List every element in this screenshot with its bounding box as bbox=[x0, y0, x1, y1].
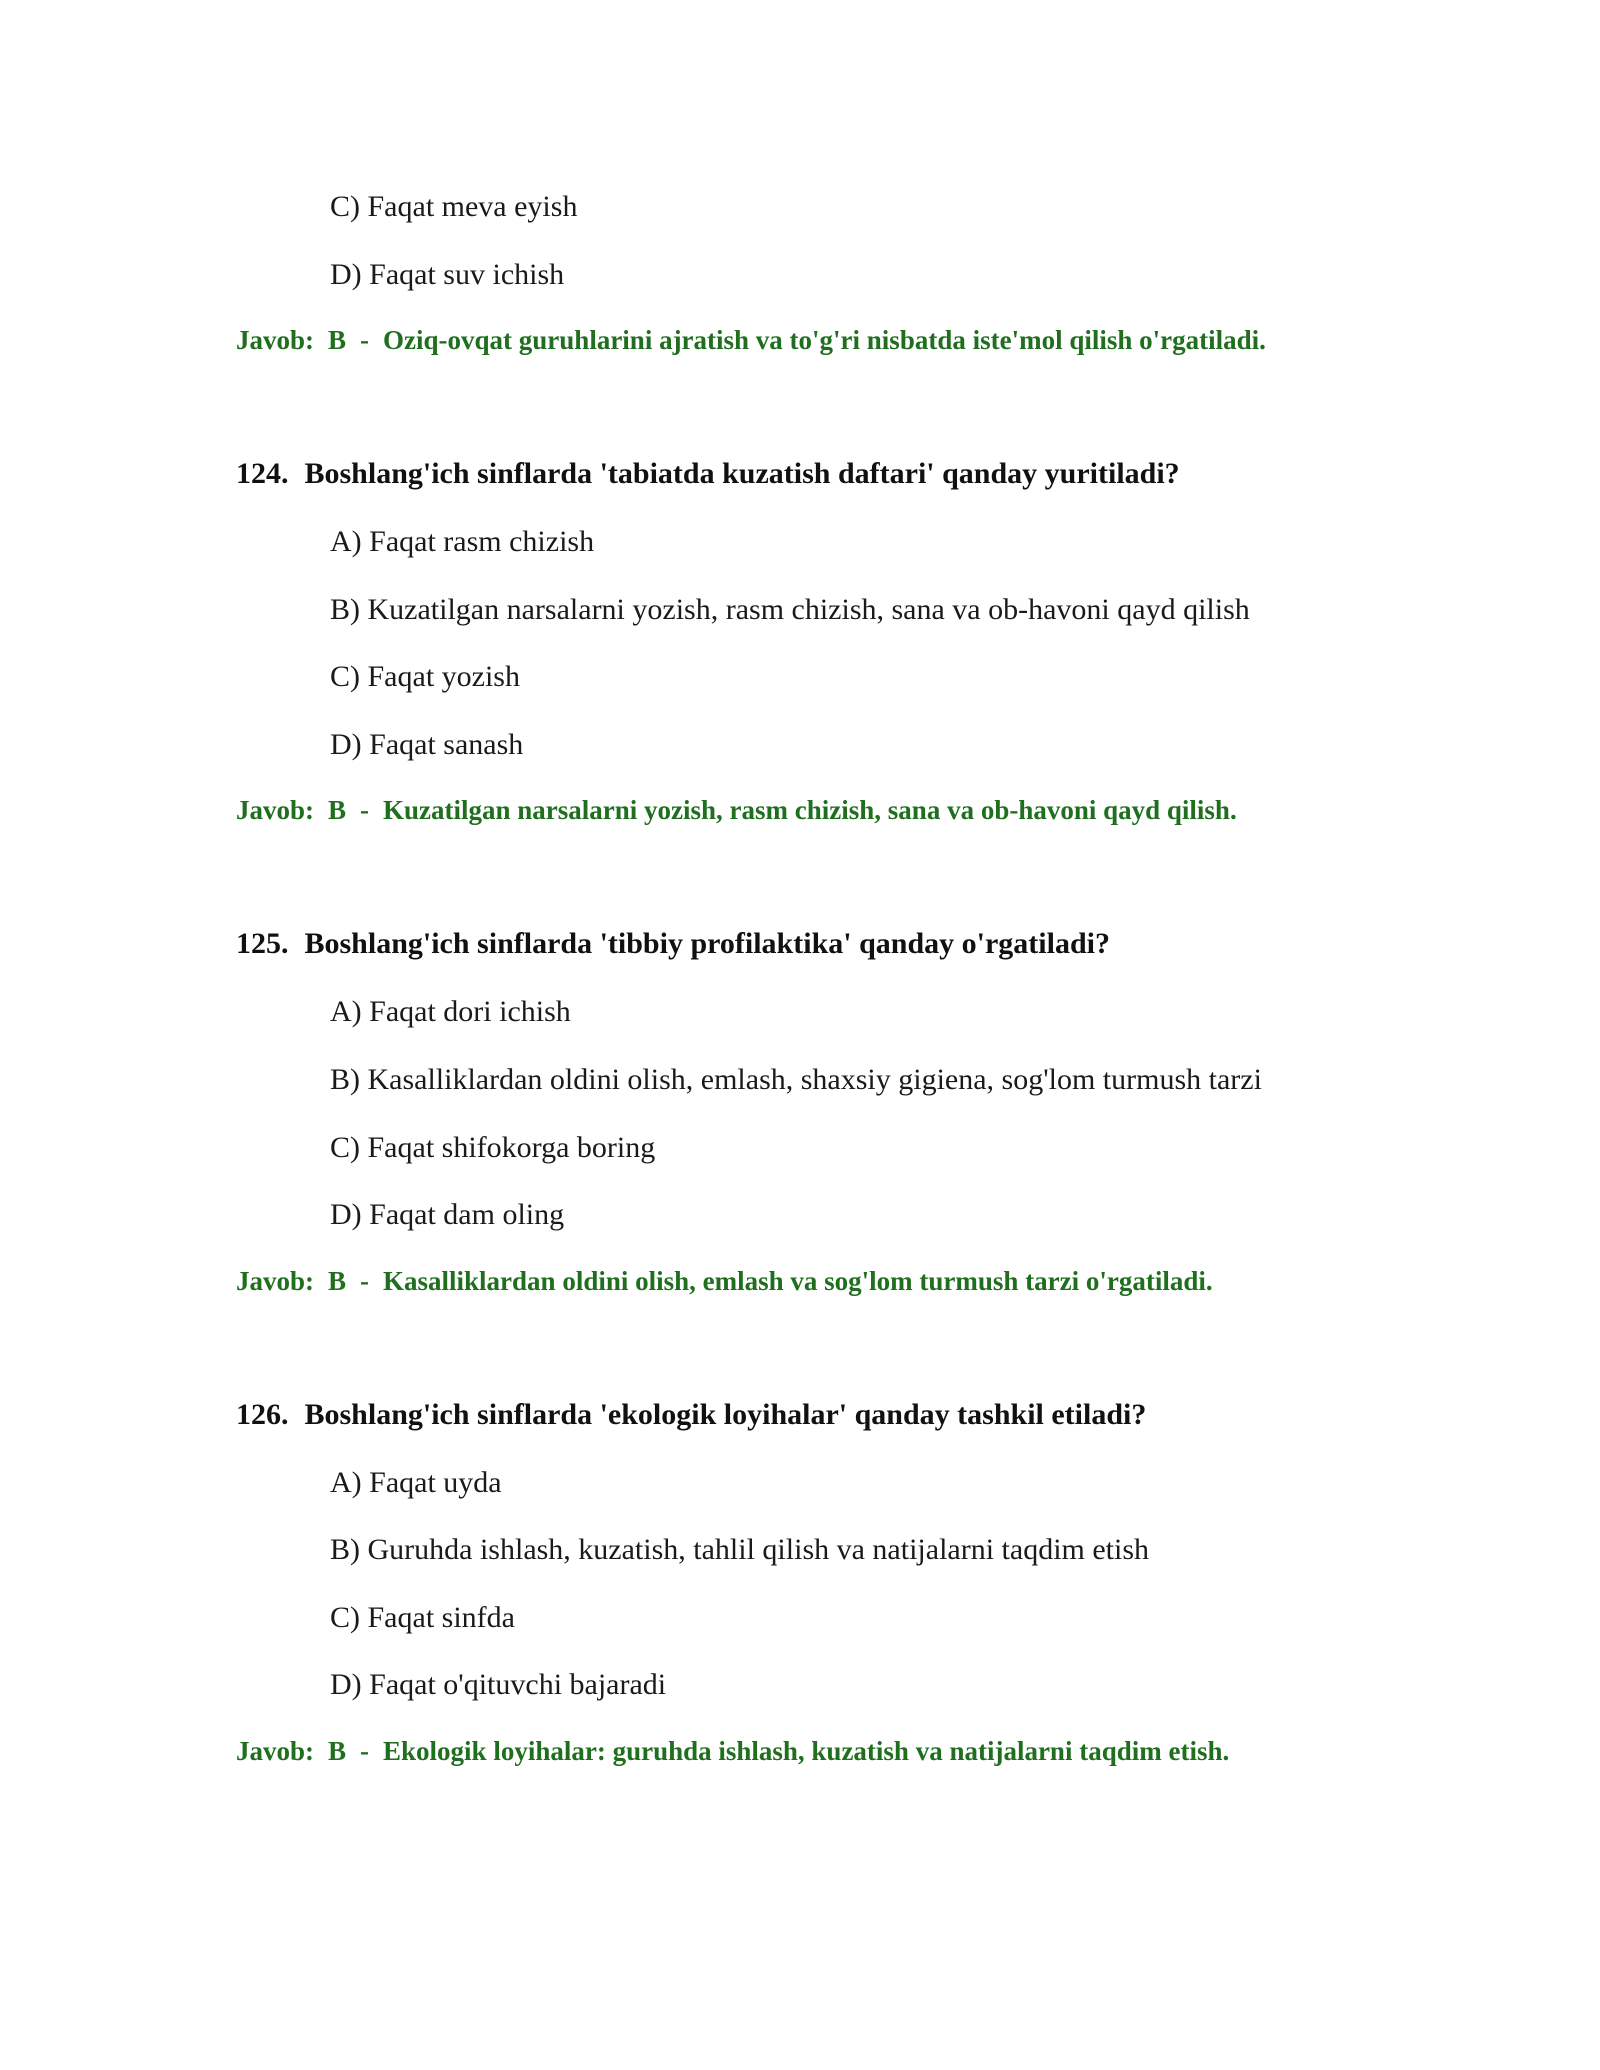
option-a: A) Faqat dori ichish bbox=[330, 995, 571, 1028]
answer-separator: - bbox=[360, 325, 370, 355]
option-c: C) Faqat meva eyish bbox=[330, 190, 578, 223]
option-c: C) Faqat shifokorga boring bbox=[330, 1131, 656, 1164]
option-d: D) Faqat o'qituvchi bajaradi bbox=[330, 1668, 667, 1701]
option-d: D) Faqat suv ichish bbox=[330, 258, 565, 291]
answer-letter: B bbox=[328, 325, 347, 355]
answer-letter: B bbox=[328, 1266, 347, 1296]
answer-explanation: Kasalliklardan oldini olish, emlash va sog'lom turmush tarzi o'rgatiladi. bbox=[383, 1266, 1213, 1296]
option-a: A) Faqat uyda bbox=[330, 1466, 502, 1499]
answer-separator: - bbox=[360, 1736, 370, 1766]
question-126 bbox=[236, 1400, 1146, 1430]
answer-label: Javob: bbox=[236, 1266, 315, 1296]
option-d: D) Faqat sanash bbox=[330, 728, 524, 761]
answer-separator: - bbox=[360, 795, 370, 825]
question-124 bbox=[236, 459, 1180, 489]
question-text: Boshlang'ich sinflarda 'tabiatda kuzatish daftari' qanday yuritiladi? bbox=[304, 457, 1180, 490]
option-d: D) Faqat dam oling bbox=[330, 1198, 565, 1231]
answer-label: Javob: bbox=[236, 795, 315, 825]
question-125 bbox=[236, 929, 1110, 959]
answer-separator: - bbox=[360, 1266, 370, 1296]
answer-line bbox=[236, 327, 1266, 354]
answer-explanation: Ekologik loyihalar: guruhda ishlash, kuzatish va natijalarni taqdim etish. bbox=[383, 1736, 1230, 1766]
option-c: C) Faqat yozish bbox=[330, 660, 520, 693]
answer-label: Javob: bbox=[236, 325, 315, 355]
question-text: Boshlang'ich sinflarda 'tibbiy profilaktika' qanday o'rgatiladi? bbox=[304, 927, 1110, 960]
answer-letter: B bbox=[328, 1736, 347, 1766]
answer-label: Javob: bbox=[236, 1736, 315, 1766]
option-c: C) Faqat sinfda bbox=[330, 1601, 515, 1634]
question-number: 124. bbox=[236, 457, 289, 490]
question-text: Boshlang'ich sinflarda 'ekologik loyihalar' qanday tashkil etiladi? bbox=[304, 1398, 1147, 1431]
answer-line bbox=[236, 1268, 1213, 1295]
option-b: B) Guruhda ishlash, kuzatish, tahlil qilish va natijalarni taqdim etish bbox=[330, 1533, 1150, 1566]
answer-line bbox=[236, 797, 1237, 824]
question-number: 126. bbox=[236, 1398, 289, 1431]
option-b: B) Kuzatilgan narsalarni yozish, rasm chizish, sana va ob-havoni qayd qilish bbox=[330, 593, 1250, 626]
option-b: B) Kasalliklardan oldini olish, emlash, shaxsiy gigiena, sog'lom turmush tarzi bbox=[330, 1063, 1262, 1096]
answer-explanation: Kuzatilgan narsalarni yozish, rasm chizish, sana va ob-havoni qayd qilish. bbox=[383, 795, 1237, 825]
option-a: A) Faqat rasm chizish bbox=[330, 525, 595, 558]
answer-line bbox=[236, 1738, 1229, 1765]
question-number: 125. bbox=[236, 927, 289, 960]
answer-letter: B bbox=[328, 795, 347, 825]
answer-explanation: Oziq-ovqat guruhlarini ajratish va to'g'ri nisbatda iste'mol qilish o'rgatiladi. bbox=[383, 325, 1266, 355]
